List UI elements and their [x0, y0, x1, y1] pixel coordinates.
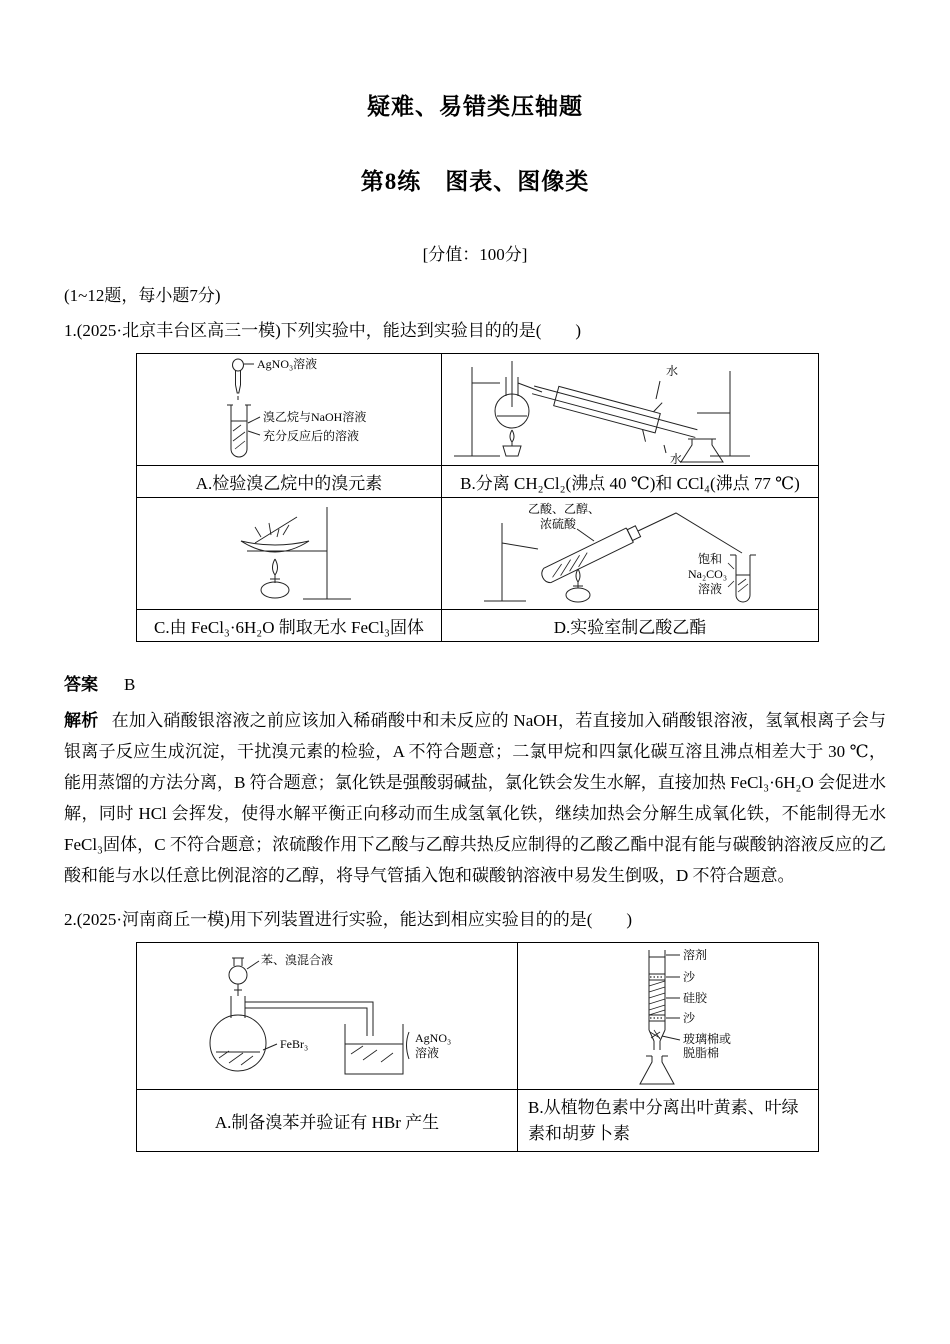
condenser-icon	[528, 369, 702, 453]
question-1-stem: 1.(2025·北京丰台区高三一模)下列实验中，能达到实验目的的是( )	[64, 321, 582, 340]
label-glass-wool-line1: 玻璃棉或	[683, 1031, 732, 1046]
diagram-bromoethane-bromine-test	[137, 355, 441, 465]
stand-icon	[484, 523, 538, 601]
stand-left-icon	[454, 367, 500, 456]
question-2-stem: 2.(2025·河南商丘一模)用下列装置进行实验，能达到相应实验目的的是( )	[64, 910, 633, 929]
section-title: 第8练 图表、图像类	[360, 169, 590, 194]
label-mixture-line1: 乙酸、乙醇、	[528, 501, 601, 516]
erlenmeyer-flask-icon	[640, 1056, 674, 1084]
q2-diagram-a-cell	[137, 943, 518, 1090]
label-water-in: 水	[666, 363, 679, 378]
answer-value: B	[124, 675, 136, 694]
label-glass-wool-line2: 脱脂棉	[683, 1045, 720, 1060]
label-sand-top: 沙	[683, 969, 696, 984]
points-note: (1~12题，每小题7分)	[64, 286, 221, 305]
stand-right-icon	[697, 371, 750, 456]
q2-option-b: B.从植物色素中分离出叶黄素、叶绿素和胡萝卜素	[518, 1090, 819, 1152]
q1-diagram-d-cell	[442, 498, 819, 610]
label-solvent: 溶剂	[683, 947, 708, 962]
dropping-funnel-icon	[229, 958, 259, 996]
label-water-out: 水	[670, 451, 683, 465]
evaporating-dish-icon	[241, 517, 309, 552]
diagram-bromobenzene-preparation	[137, 944, 517, 1089]
q2-diagram-row	[137, 943, 819, 1090]
label-agno3-line2: 溶液	[415, 1045, 440, 1060]
alcohol-lamp-icon	[261, 559, 289, 598]
q1-caption-row-2	[137, 610, 819, 642]
delivery-tube-icon	[638, 513, 742, 553]
diagram-distillation	[442, 355, 818, 465]
q1-diagram-c-cell	[137, 498, 442, 610]
question-2-table	[136, 942, 819, 1152]
beaker-icon	[345, 1024, 409, 1074]
score-line: [分值：100分]	[422, 245, 528, 264]
label-tube-line1: 溴乙烷与NaOH溶液	[263, 409, 367, 424]
q1-caption-row-1	[137, 466, 819, 498]
gas-tube-icon	[245, 1002, 373, 1036]
answer-line	[64, 670, 950, 695]
label-tube-line2: 充分反应后的溶液	[263, 428, 360, 443]
q1-diagram-row-1	[137, 354, 819, 466]
label-na2co3: Na₂CO₃	[688, 566, 728, 581]
analysis-text: 在加入硝酸银溶液之前应该加入稀硝酸中和未反应的 NaOH，若直接加入硝酸银溶液，氢氧根离子会与银离子反应生成沉淀，干扰溴元素的检验，A 不符合题意；二氯甲烷和四氯化碳互溶且沸点相差大于 30 ℃，能用蒸馏的方法分离，B 符合题意；氯化铁是强酸弱碱盐，氯化铁会发生水解，直接加热 FeCl₃·6H₂O 会促进水解，同时 HCl 会挥发，使得水解平衡正向移动而生成氢氧化铁，继续加热会分解生成氧化铁，不能制得无水 FeCl₃固体，C 不符合题意；浓硫酸作用下乙酸与乙醇共热反应制得的乙酸乙酯中混有能与碳酸钠溶液反应的乙酸和能与水以任意比例混溶的乙醇，将导气管插入饱和碳酸钠溶液中易发生倒吸，D 不符合题意。	[64, 711, 887, 885]
document-title: 疑难、易错类压轴题	[367, 94, 583, 119]
q1-diagram-row-2	[137, 498, 819, 610]
label-agno3-line1: AgNO₃	[415, 1030, 452, 1045]
label-saturated: 饱和	[698, 551, 723, 566]
column-icon	[649, 950, 665, 1050]
diagram-evaporation	[137, 499, 441, 609]
label-mixture-line2: 浓硫酸	[540, 516, 577, 531]
diagram-ester-preparation	[442, 499, 818, 609]
label-silica-gel: 硅胶	[683, 990, 708, 1005]
answer-label: 答案	[64, 675, 98, 694]
round-flask-icon	[210, 996, 277, 1071]
label-sand-bottom: 沙	[683, 1010, 696, 1025]
question-1-table	[136, 353, 819, 642]
label-benzene-bromine: 苯、溴混合液	[261, 952, 334, 967]
test-tube-icon	[227, 405, 260, 457]
receiving-tube-icon	[730, 555, 756, 602]
q1-diagram-a-cell	[137, 354, 442, 466]
q1-option-a: A.检验溴乙烷中的溴元素	[137, 466, 442, 498]
q2-diagram-b-cell	[518, 943, 819, 1090]
reaction-tube-icon	[539, 524, 641, 585]
label-agno3: AgNO₃溶液	[257, 356, 318, 371]
alcohol-lamp-icon	[503, 430, 521, 456]
label-solution: 溶液	[698, 581, 723, 596]
dropper-icon	[233, 359, 255, 400]
analysis-paragraph	[64, 705, 886, 891]
q1-option-b: B.分离 CH₂Cl₂(沸点 40 ℃)和 CCl₄(沸点 77 ℃)	[442, 466, 819, 498]
q1-option-d: D.实验室制乙酸乙酯	[442, 610, 819, 642]
q2-caption-row	[137, 1090, 819, 1152]
stand-icon	[247, 507, 351, 599]
analysis-label: 解析	[64, 711, 99, 730]
label-febr3: FeBr₃	[280, 1036, 309, 1051]
q1-option-c: C.由 FeCl₃·6H₂O 制取无水 FeCl₃固体	[137, 610, 442, 642]
q1-diagram-b-cell	[442, 354, 819, 466]
q2-option-a: A.制备溴苯并验证有 HBr 产生	[137, 1090, 518, 1152]
diagram-chromatography-column	[518, 944, 818, 1089]
receiving-flask-icon	[681, 439, 723, 462]
